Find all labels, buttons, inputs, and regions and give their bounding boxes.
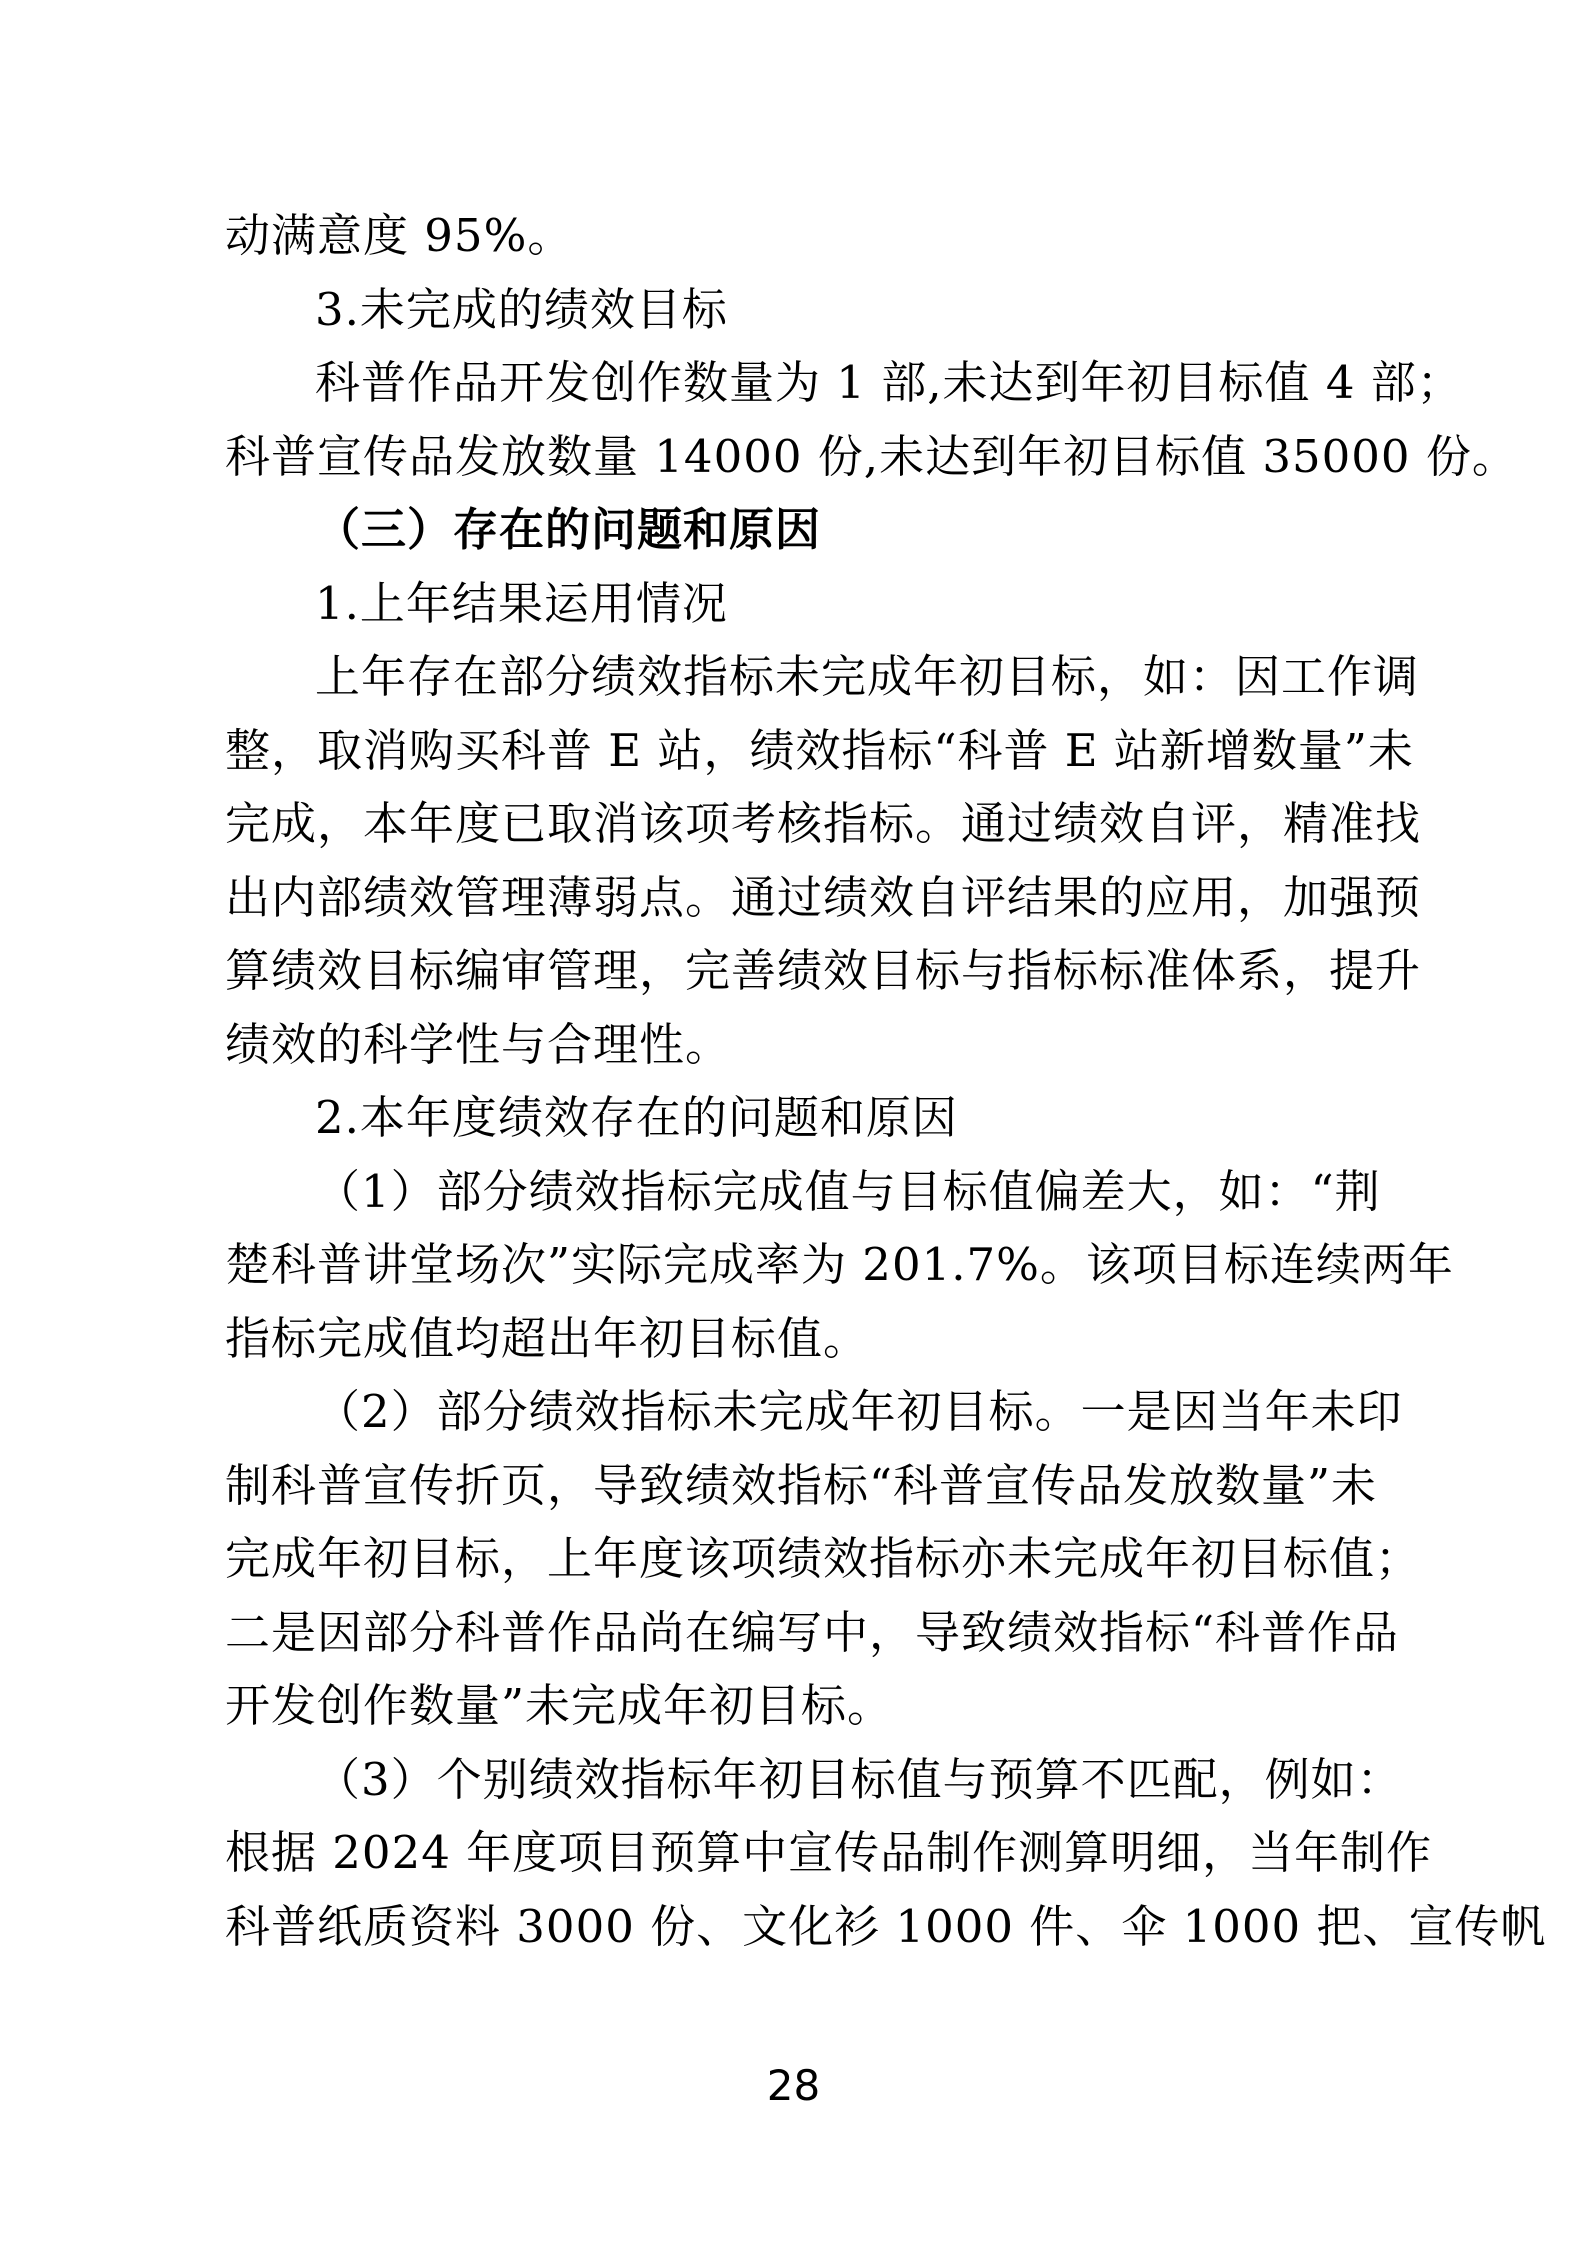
text-line-15: 楚科普讲堂场次”实际完成率为 201.7%。该项目标连续两年	[225, 1238, 1454, 1291]
text-line-11: 算绩效目标编审管理，完善绩效目标与指标标准体系，提升	[225, 944, 1422, 997]
text-line-17: （2）部分绩效指标未完成年初目标。一是因当年未印	[315, 1385, 1403, 1438]
text-line-08: 整，取消购买科普 E 站，绩效指标“科普 E 站新增数量”未	[225, 723, 1414, 777]
subheading-3-unfinished-goals: 3.未完成的绩效目标	[315, 282, 728, 336]
text-line-20: 二是因部分科普作品尚在编写中，导致绩效指标“科普作品	[225, 1605, 1400, 1659]
text-line-04: 科普宣传品发放数量 14000 份,未达到年初目标值 35000 份。	[225, 429, 1518, 483]
document-text-block	[225, 199, 1547, 1963]
text-line-16: 指标完成值均超出年初目标值。	[225, 1311, 870, 1365]
text-line-14: （1）部分绩效指标完成值与目标值偏差大，如：“荆	[315, 1164, 1381, 1218]
subheading-1-prior-year-results: 1.上年结果运用情况	[315, 576, 728, 630]
text-line-03: 科普作品开发创作数量为 1 部,未达到年初目标值 4 部；	[315, 356, 1463, 409]
text-line-24: 科普纸质资料 3000 份、文化衫 1000 件、伞 1000 把、宣传帆	[225, 1899, 1547, 1953]
text-line-22: （3）个别绩效指标年初目标值与预算不匹配，例如：	[315, 1752, 1403, 1806]
text-line-07: 上年存在部分绩效指标未完成年初目标，如：因工作调	[315, 650, 1420, 703]
text-line-23: 根据 2024 年度项目预算中宣传品制作测算明细，当年制作	[225, 1826, 1433, 1879]
text-line-21: 开发创作数量”未完成年初目标。	[225, 1679, 894, 1732]
section-heading-problems-and-causes: （三）存在的问题和原因	[315, 503, 822, 556]
text-line-09: 完成，本年度已取消该项考核指标。通过绩效自评，精准找	[225, 797, 1422, 850]
text-line-10: 出内部绩效管理薄弱点。通过绩效自评结果的应用，加强预	[225, 870, 1422, 924]
text-line-18: 制科普宣传折页，导致绩效指标“科普宣传品发放数量”未	[225, 1458, 1378, 1512]
page-number: 28	[766, 2061, 821, 2110]
text-line-01: 动满意度 95%。	[225, 209, 574, 262]
subheading-2-current-year-problems: 2.本年度绩效存在的问题和原因	[315, 1091, 958, 1144]
text-line-12: 绩效的科学性与合理性。	[225, 1017, 732, 1071]
text-line-19: 完成年初目标，上年度该项绩效指标亦未完成年初目标值；	[225, 1532, 1422, 1585]
